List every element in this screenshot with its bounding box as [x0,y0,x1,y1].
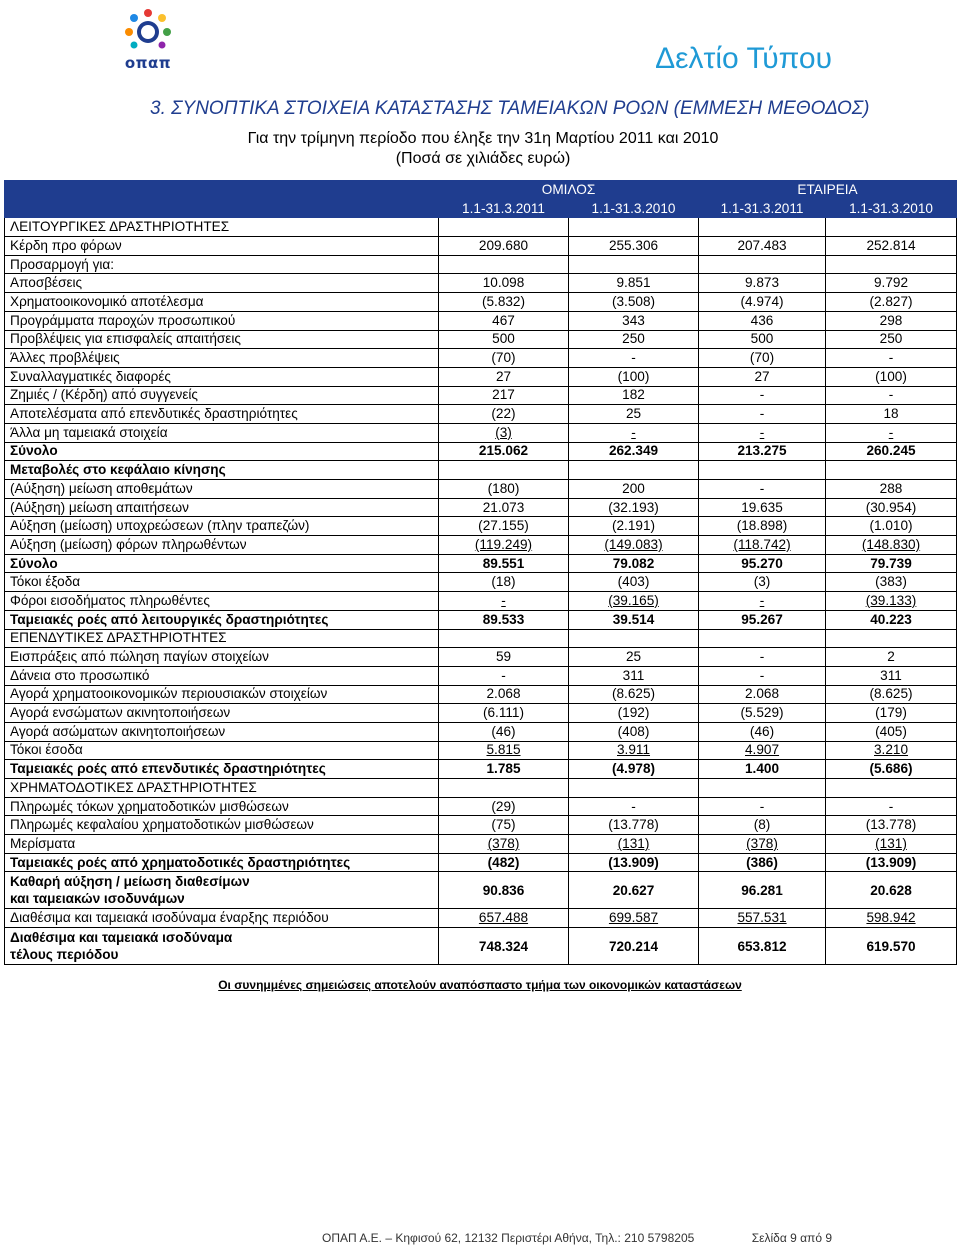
table-row [5,255,957,274]
table-row [5,592,957,611]
row-label: Χρηματοοικονομικό αποτέλεσμα [5,293,439,312]
row-value [439,779,569,798]
row-label: Άλλα μη ταμειακά στοιχεία [5,423,439,442]
row-value: - [699,423,826,442]
row-value: - [699,797,826,816]
period-header: 1.1-31.3.2010 [826,199,957,218]
row-label: Αγορά ασώματων ακινητοποιήσεων [5,722,439,741]
row-value: 19.635 [699,498,826,517]
row-value: (32.193) [569,498,699,517]
row-value: 59 [439,648,569,667]
row-value: - [826,386,957,405]
row-value: 2.068 [699,685,826,704]
row-value: (8.625) [569,685,699,704]
table-row [5,741,957,760]
row-value: (3) [439,423,569,442]
row-value: 20.627 [569,872,699,909]
row-value: (3) [699,573,826,592]
row-value: (1.010) [826,517,957,536]
row-label: Ταμειακές ροές από λειτουργικές δραστηριότητες [5,610,439,629]
row-value: 500 [439,330,569,349]
row-value: (100) [826,367,957,386]
row-label: Συναλλαγματικές διαφορές [5,367,439,386]
table-row [5,423,957,442]
row-value: - [699,648,826,667]
row-value: 18 [826,405,957,424]
footer-company-address: ΟΠΑΠ Α.Ε. – Κηφισού 62, 12132 Περιστέρι Αθήνα, Τηλ.: 210 5798205 [322,1231,695,1245]
row-value: 2 [826,648,957,667]
row-value: 653.812 [699,928,826,965]
table-row [5,816,957,835]
row-value: 200 [569,480,699,499]
table-row [5,498,957,517]
row-value [699,779,826,798]
row-value [569,255,699,274]
row-value: 217 [439,386,569,405]
row-value: 343 [569,311,699,330]
row-value: (2.827) [826,293,957,312]
table-row [5,629,957,648]
row-value: - [826,349,957,368]
row-label: Ζημιές / (Κέρδη) από συγγενείς [5,386,439,405]
row-value: 90.836 [439,872,569,909]
row-value [699,255,826,274]
table-row [5,461,957,480]
row-value: - [569,349,699,368]
row-value: 720.214 [569,928,699,965]
row-value [569,779,699,798]
row-value: (4.974) [699,293,826,312]
row-value: 2.068 [439,685,569,704]
row-value: (5.832) [439,293,569,312]
table-row [5,722,957,741]
row-value: 250 [826,330,957,349]
table-row [5,779,957,798]
row-value: 27 [699,367,826,386]
period-header: 1.1-31.3.2011 [699,199,826,218]
row-value: 748.324 [439,928,569,965]
row-value: (180) [439,480,569,499]
press-release-title: Δελτίο Τύπου [655,42,832,75]
row-value: 252.814 [826,237,957,256]
row-value: 182 [569,386,699,405]
row-label: Μεταβολές στο κεφάλαιο κίνησης [5,461,439,480]
row-value: 25 [569,648,699,667]
row-label: ΛΕΙΤΟΥΡΓΙΚΕΣ ΔΡΑΣΤΗΡΙΟΤΗΤΕΣ [5,218,439,237]
row-label: Αγορά ενσώματων ακινητοποιήσεων [5,704,439,723]
row-label: Αγορά χρηματοοικονομικών περιουσιακών στοιχείων [5,685,439,704]
opap-logo [118,8,178,72]
row-value: (118.742) [699,536,826,555]
row-value: 9.792 [826,274,957,293]
row-value: - [826,797,957,816]
row-label: Σύνολο [5,442,439,461]
row-value: (405) [826,722,957,741]
table-row [5,442,957,461]
table-row [5,797,957,816]
period-header: 1.1-31.3.2010 [569,199,699,218]
logo-text: οπαπ [124,54,172,72]
row-value [439,218,569,237]
row-value: (13.778) [826,816,957,835]
table-row [5,554,957,573]
row-value: 79.739 [826,554,957,573]
table-header-entities [5,181,957,200]
row-value: 4.907 [699,741,826,760]
row-label: (Αύξηση) μείωση απαιτήσεων [5,498,439,517]
row-label: Ταμειακές ροές από χρηματοδοτικές δραστηριότητες [5,853,439,872]
table-row [5,480,957,499]
section-title: 3. ΣΥΝΟΠΤΙΚΑ ΣΤΟΙΧΕΙΑ ΚΑΤΑΣΤΑΣΗΣ ΤΑΜΕΙΑΚΩΝ ΡΟΩΝ (ΕΜΜΕΣΗ ΜΕΘΟΔΟΣ) [150,98,870,119]
row-value: - [439,666,569,685]
row-value: 1.785 [439,760,569,779]
row-value [439,461,569,480]
row-value: 311 [569,666,699,685]
row-value: - [826,423,957,442]
row-value: - [569,797,699,816]
row-value [826,779,957,798]
row-value: 213.275 [699,442,826,461]
row-value: 262.349 [569,442,699,461]
row-value: - [699,666,826,685]
row-value: (100) [569,367,699,386]
row-value: 3.210 [826,741,957,760]
row-label: Δάνεια στο προσωπικό [5,666,439,685]
row-value [826,461,957,480]
row-value: 298 [826,311,957,330]
row-value: 20.628 [826,872,957,909]
row-label: Αύξηση (μείωση) υποχρεώσεων (πλην τραπεζών) [5,517,439,536]
row-value: (378) [439,835,569,854]
table-row [5,928,957,965]
row-value [569,218,699,237]
table-row [5,760,957,779]
row-label: Διαθέσιμα και ταμειακά ισοδύναμα τέλους περιόδου [5,928,439,965]
row-value: 207.483 [699,237,826,256]
row-value: (403) [569,573,699,592]
row-value: 25 [569,405,699,424]
table-row [5,237,957,256]
row-value: 467 [439,311,569,330]
row-value [826,218,957,237]
row-value [439,255,569,274]
row-value [569,629,699,648]
row-value: 95.267 [699,610,826,629]
table-row [5,405,957,424]
row-value: 557.531 [699,909,826,928]
row-value: 255.306 [569,237,699,256]
period-subtitle: Για την τρίμηνη περίοδο που έληξε την 31η Μαρτίου 2011 και 2010 [247,130,719,147]
row-value: (482) [439,853,569,872]
row-value: 500 [699,330,826,349]
row-value: (30.954) [826,498,957,517]
row-value: (18) [439,573,569,592]
table-row [5,666,957,685]
table-row [5,274,957,293]
row-value: (70) [699,349,826,368]
row-value: (2.191) [569,517,699,536]
row-label: Τόκοι έξοδα [5,573,439,592]
row-value: (27.155) [439,517,569,536]
table-row [5,293,957,312]
row-value: 9.851 [569,274,699,293]
row-label: Προβλέψεις για επισφαλείς απαιτήσεις [5,330,439,349]
cash-flow-table [4,180,957,965]
row-label: Αποτελέσματα από επενδυτικές δραστηριότητες [5,405,439,424]
row-value: 89.533 [439,610,569,629]
row-label: Πληρωμές κεφαλαίου χρηματοδοτικών μισθώσεων [5,816,439,835]
row-value: (386) [699,853,826,872]
row-value: (149.083) [569,536,699,555]
period-header: 1.1-31.3.2011 [439,199,569,218]
table-row [5,330,957,349]
row-value: (383) [826,573,957,592]
group-header: ΟΜΙΛΟΣ [439,181,699,200]
row-value: (46) [699,722,826,741]
row-value: 209.680 [439,237,569,256]
row-value: 27 [439,367,569,386]
row-label: Εισπράξεις από πώληση παγίων στοιχείων [5,648,439,667]
row-value: (378) [699,835,826,854]
row-value: (13.909) [569,853,699,872]
row-value: 250 [569,330,699,349]
table-row [5,610,957,629]
row-label: Προγράμματα παροχών προσωπικού [5,311,439,330]
row-value: 89.551 [439,554,569,573]
row-label: Κέρδη προ φόρων [5,237,439,256]
row-value: (179) [826,704,957,723]
row-value: - [439,592,569,611]
row-label: Φόροι εισοδήματος πληρωθέντες [5,592,439,611]
row-value: 39.514 [569,610,699,629]
row-value: (29) [439,797,569,816]
table-row [5,218,957,237]
row-label: Διαθέσιμα και ταμειακά ισοδύναμα έναρξης περιόδου [5,909,439,928]
row-value: 3.911 [569,741,699,760]
row-value: (3.508) [569,293,699,312]
logo-mark-icon [118,8,178,56]
row-value: 657.488 [439,909,569,928]
row-value: 10.098 [439,274,569,293]
row-value: 215.062 [439,442,569,461]
row-value: (18.898) [699,517,826,536]
row-value: (6.111) [439,704,569,723]
table-row [5,835,957,854]
table-row [5,909,957,928]
row-value: (70) [439,349,569,368]
row-value: (13.778) [569,816,699,835]
row-value: (131) [826,835,957,854]
row-value: (13.909) [826,853,957,872]
footer-page-number: Σελίδα 9 από 9 [751,1231,832,1245]
units-subtitle: (Ποσά σε χιλιάδες ευρώ) [395,150,571,167]
row-value: 260.245 [826,442,957,461]
row-value: 598.942 [826,909,957,928]
row-value: (192) [569,704,699,723]
row-value: 699.587 [569,909,699,928]
row-value: 21.073 [439,498,569,517]
row-label: Σύνολο [5,554,439,573]
row-value: (8.625) [826,685,957,704]
row-value: 436 [699,311,826,330]
table-row [5,311,957,330]
row-value: 9.873 [699,274,826,293]
row-label: Ταμειακές ροές από επενδυτικές δραστηριότητες [5,760,439,779]
row-value: (5.529) [699,704,826,723]
row-value: (75) [439,816,569,835]
row-label: Αποσβέσεις [5,274,439,293]
row-value: - [699,386,826,405]
table-row [5,517,957,536]
row-value: 40.223 [826,610,957,629]
row-value: (131) [569,835,699,854]
row-value: (8) [699,816,826,835]
table-row [5,685,957,704]
row-value: 288 [826,480,957,499]
table-row [5,704,957,723]
row-value [826,255,957,274]
row-value: 619.570 [826,928,957,965]
table-row [5,536,957,555]
row-value: - [699,480,826,499]
row-label: Μερίσματα [5,835,439,854]
row-value [699,629,826,648]
row-value [439,629,569,648]
row-value [699,218,826,237]
row-label: (Αύξηση) μείωση αποθεμάτων [5,480,439,499]
row-value [699,461,826,480]
row-value: 311 [826,666,957,685]
table-row [5,349,957,368]
row-label: Τόκοι έσοδα [5,741,439,760]
row-value: (408) [569,722,699,741]
table-row [5,367,957,386]
table-header-periods [5,199,957,218]
row-value: (148.830) [826,536,957,555]
row-value: 1.400 [699,760,826,779]
table-row [5,573,957,592]
row-label: Προσαρμογή για: [5,255,439,274]
company-header: ΕΤΑΙΡΕΙΑ [699,181,957,200]
row-value: (39.133) [826,592,957,611]
row-value: - [569,423,699,442]
row-value: (5.686) [826,760,957,779]
row-value: 5.815 [439,741,569,760]
table-row [5,853,957,872]
table-row [5,872,957,909]
row-value: 95.270 [699,554,826,573]
row-value: (46) [439,722,569,741]
row-label: ΕΠΕΝΔΥΤΙΚΕΣ ΔΡΑΣΤΗΡΙΟΤΗΤΕΣ [5,629,439,648]
row-label: Αύξηση (μείωση) φόρων πληρωθέντων [5,536,439,555]
row-value: 79.082 [569,554,699,573]
table-row [5,648,957,667]
row-value: 96.281 [699,872,826,909]
row-value: - [699,405,826,424]
row-value: (4.978) [569,760,699,779]
row-value [826,629,957,648]
row-label: Καθαρή αύξηση / μείωση διαθεσίμων και ταμειακών ισοδυνάμων [5,872,439,909]
row-value: - [699,592,826,611]
row-value: (39.165) [569,592,699,611]
row-label: Άλλες προβλέψεις [5,349,439,368]
table-row [5,386,957,405]
row-label: Πληρωμές τόκων χρηματοδοτικών μισθώσεων [5,797,439,816]
row-value: (119.249) [439,536,569,555]
footnote: Οι συνημμένες σημειώσεις αποτελούν αναπόσπαστο τμήμα των οικονομικών καταστάσεων [218,978,742,992]
row-value: (22) [439,405,569,424]
row-label: ΧΡΗΜΑΤΟΔΟΤΙΚΕΣ ΔΡΑΣΤΗΡΙΟΤΗΤΕΣ [5,779,439,798]
row-value [569,461,699,480]
